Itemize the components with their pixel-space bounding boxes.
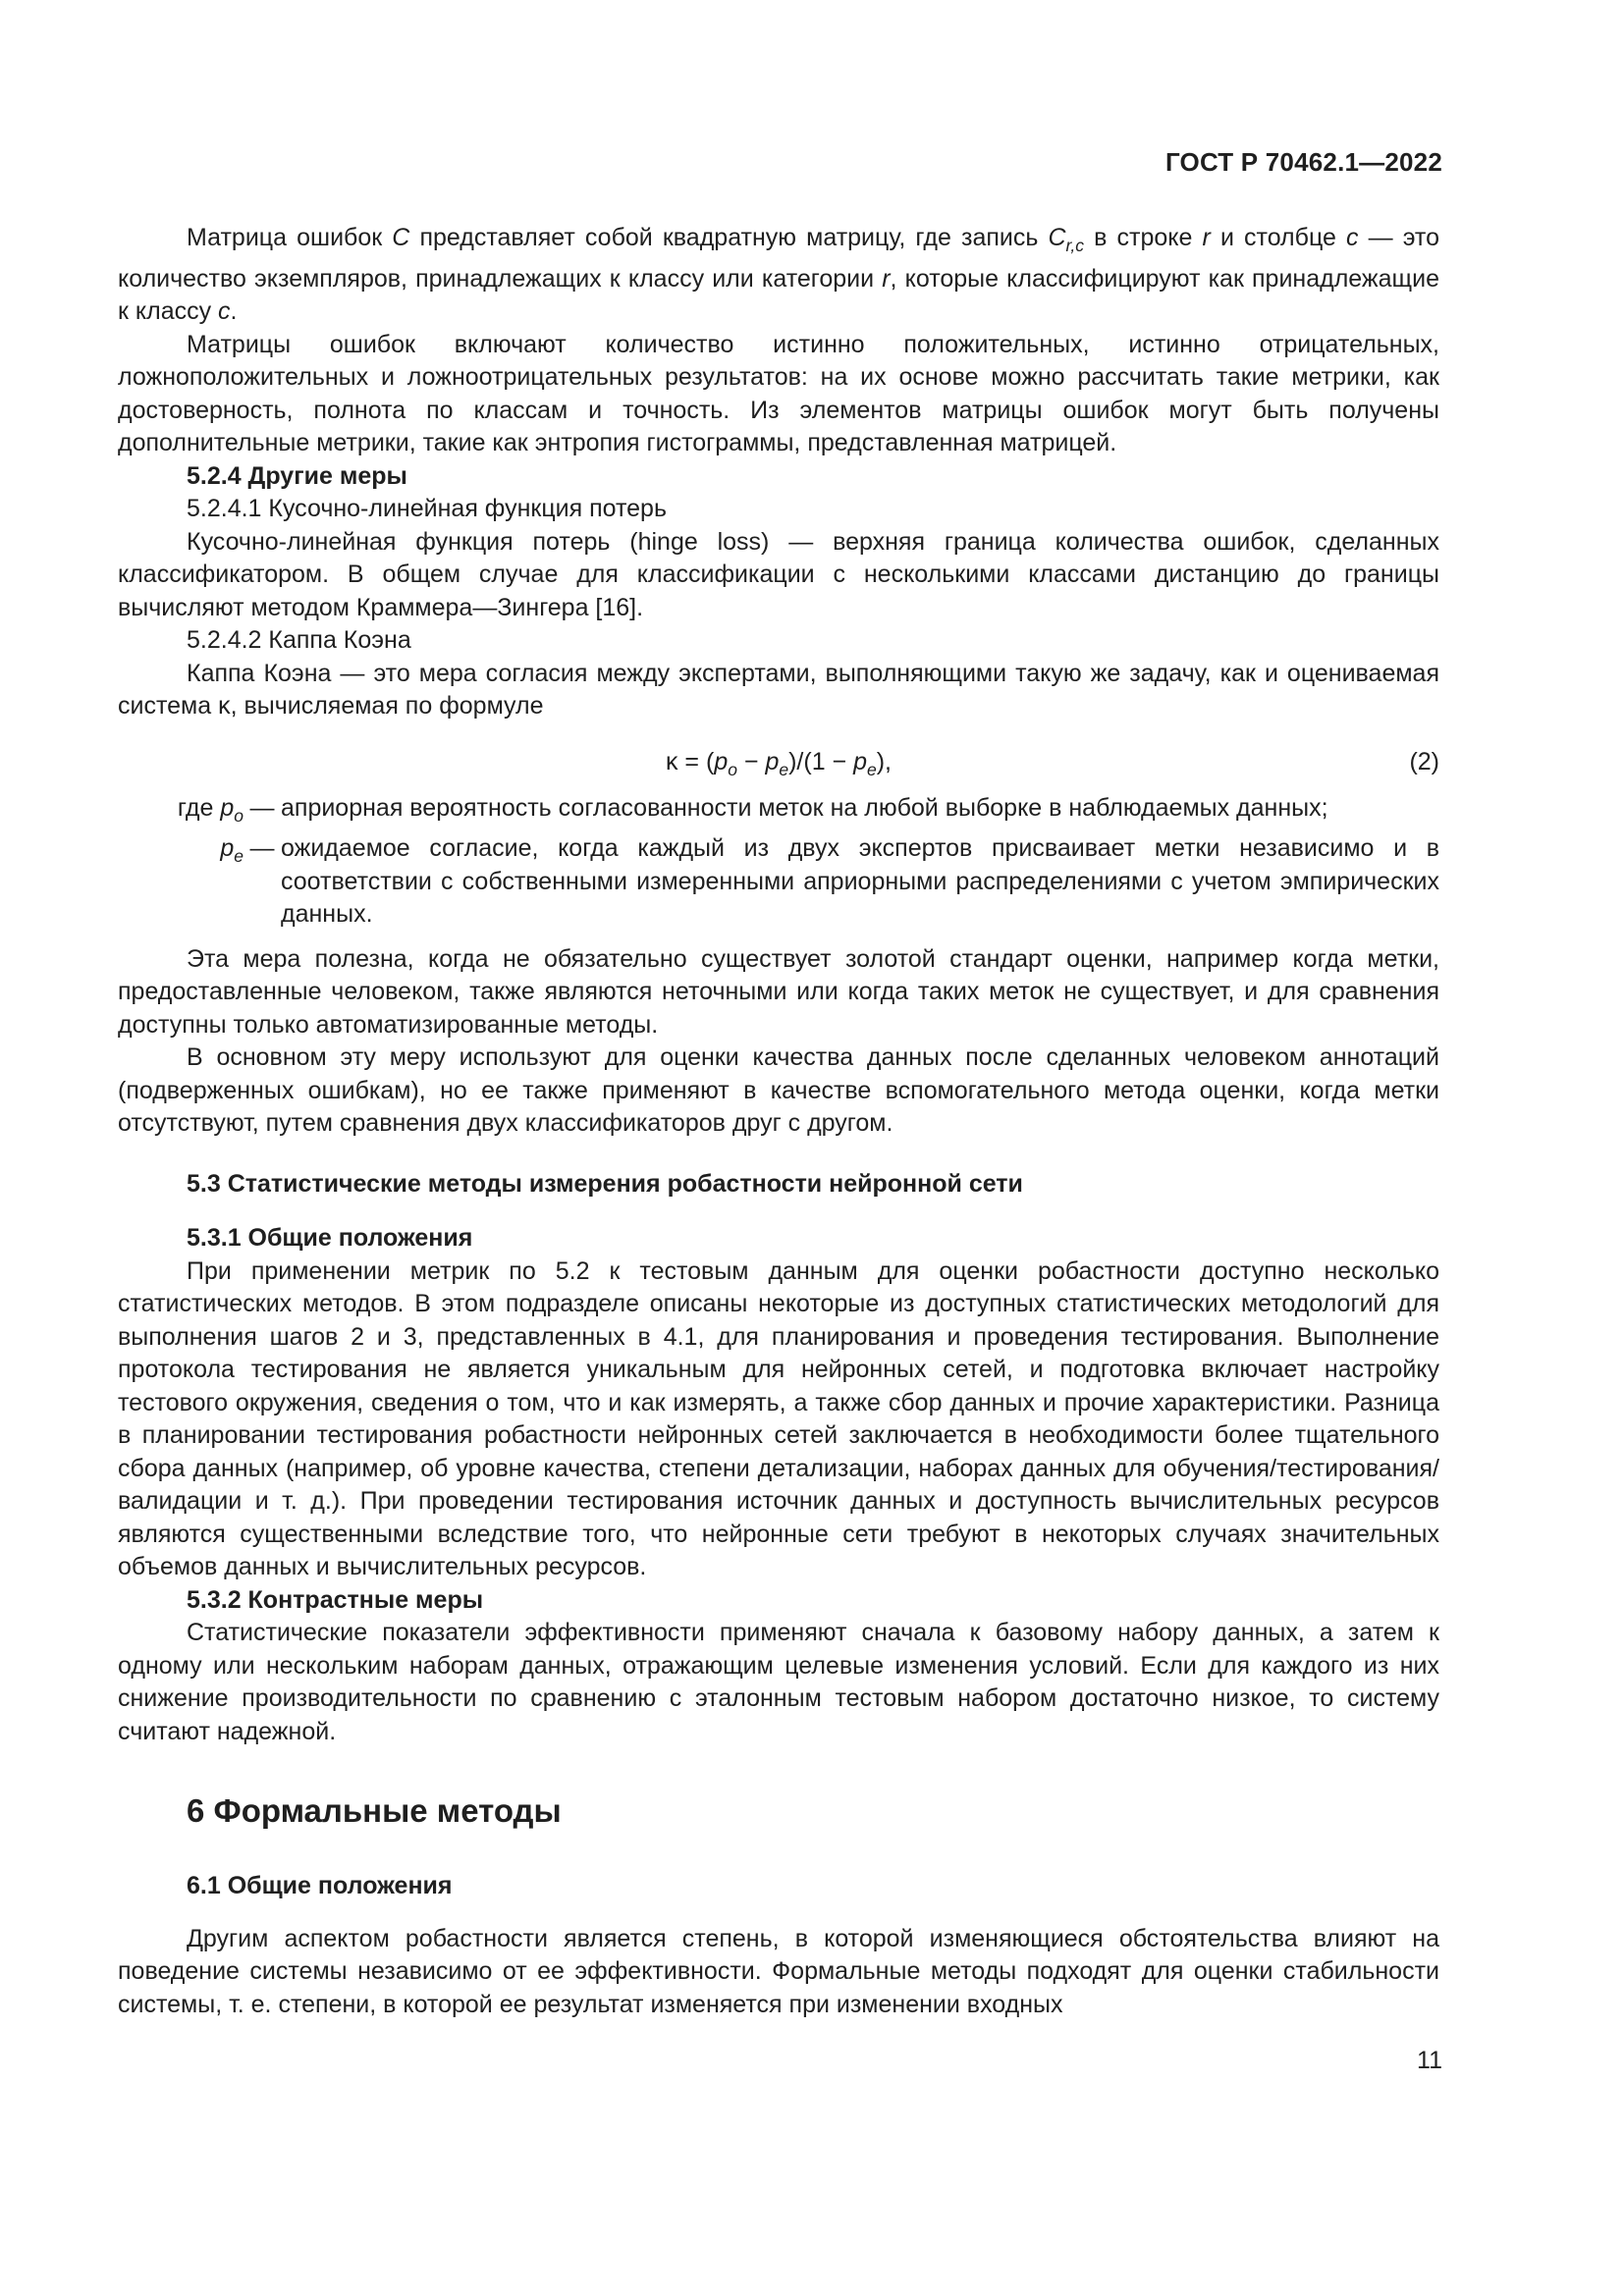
formula-kappa: $\kappa = (p_o - p_e)/(1 - p_e)$, (2) [118, 737, 1439, 786]
paragraph-confusion-metrics: Матрицы ошибок включают количество истинно положительных, истинно отрицательных, ложноположительных и ложноотрицательных результатов: на их основе можно рассчитать такие метрики, как достоверность, полнота по классам и точность. Из элементов матрицы ошибок могут быть получены дополнительные метрики, такие как энтропия гистограммы, представленная матрицей. [118, 330, 1439, 456]
page-number: 11 [1417, 2047, 1442, 2074]
heading-6-1: 6.1 Общие положения [187, 1872, 453, 1899]
formula-legend [118, 792, 1439, 932]
formula-number: (2) [1409, 747, 1439, 775]
paragraph-hinge-loss: Кусочно-линейная функция потерь (hinge loss) — верхняя граница количества ошибок, сделанных классификатором. В общем случае для классификации с несколькими классами дистанцию до границы вычисляют методом Краммера—Зингера [16]. [118, 527, 1439, 621]
paragraph-measure-useful: Эта мера полезна, когда не обязательно существует золотой стандарт оценки, например когда метки, предоставленные человеком, также являются неточными или когда таких меток не существует, и для сравнения доступны только автоматизированные методы. [118, 944, 1439, 1039]
paragraph-contrast-measures: Статистические показатели эффективности применяют сначала к базовому набору данных, а затем к одному или нескольким наборам данных, отражающим целевые изменения условий. Если для каждого из них снижение производительности по сравнению с эталонным тестовым набором достаточно низкое, то систему считают надежной. [118, 1619, 1439, 1745]
heading-5-2-4-1: 5.2.4.1 Кусочно-линейная функция потерь [187, 495, 667, 522]
heading-5-2-4: 5.2.4 Другие меры [187, 461, 407, 490]
heading-5-3-1: 5.3.1 Общие положения [187, 1224, 473, 1252]
legend-row-pe: $p_e$ — ожидаемое согласие, когда каждый из двух экспертов присваивает метки независимо и в соответствии с собственными измеренными априорными распределениями с учетом эмпирических данных. [220, 834, 1439, 928]
heading-5-2-4-2: 5.2.4.2 Каппа Коэна [187, 626, 411, 654]
heading-5-3: 5.3 Статистические методы измерения робастности нейронной сети [187, 1169, 1023, 1198]
legend-row-po: где $p_o$ — априорная вероятность согласованности меток на любой выборке в наблюдаемых данных; [177, 793, 1328, 826]
paragraph-confusion-matrix: Матрица ошибок C представляет собой квадратную матрицу, где запись $C_{r,c}$ в строке r и столбце c — это количество экземпляров, принадлежащих к классу или категории r, которые классифицируют как принадлежащие к классу c. [118, 224, 1439, 325]
paragraph-formal-methods: Другим аспектом робастности является степень, в которой изменяющиеся обстоятельства влияют на поведение системы независимо от ее эффективности. Формальные методы подходят для оценки стабильности системы, т. е. степени, в которой ее результат изменяется при изменении входных [118, 1924, 1439, 2018]
document-code-header: ГОСТ Р 70462.1—2022 [1164, 147, 1442, 177]
page-content [118, 222, 1439, 2021]
heading-6: 6 Формальные методы [187, 1792, 562, 1829]
paragraph-measure-usage: В основном эту меру используют для оценки качества данных после сделанных человеком аннотаций (подверженных ошибкам), но ее также применяют в качестве вспомогательного метода оценки, когда метки отсутствуют, путем сравнения двух классификаторов друг с другом. [118, 1043, 1439, 1137]
paragraph-statistical-methods: При применении метрик по 5.2 к тестовым данным для оценки робастности доступно несколько статистических методов. В этом подразделе описаны некоторые из доступных статистических методологий для выполнения шагов 2 и 3, представленных в 4.1, для планирования и проведения тестирования. Выполнение протокола тестирования не является уникальным для нейронных сетей, и подготовка включает настройку тестового окружения, сведения о том, что и как измерять, а также сбор данных и прочие характеристики. Разница в планировании тестирования робастности нейронных сетей заключается в необходимости более тщательного сбора данных (например, об уровне качества, степени детализации, наборах данных для обучения/тестирования/валидации и т. д.). При проведении тестирования источник данных и доступность вычислительных ресурсов являются существенными вследствие того, что нейронные сети требуют в некоторых случаях значительных объемов данных и вычислительных ресурсов. [118, 1256, 1439, 1580]
paragraph-cohen-kappa: Каппа Коэна — это мера согласия между экспертами, выполняющими такую же задачу, как и оцениваемая система κ, вычисляемая по формуле [118, 659, 1439, 720]
heading-5-3-2: 5.3.2 Контрастные меры [187, 1585, 484, 1614]
